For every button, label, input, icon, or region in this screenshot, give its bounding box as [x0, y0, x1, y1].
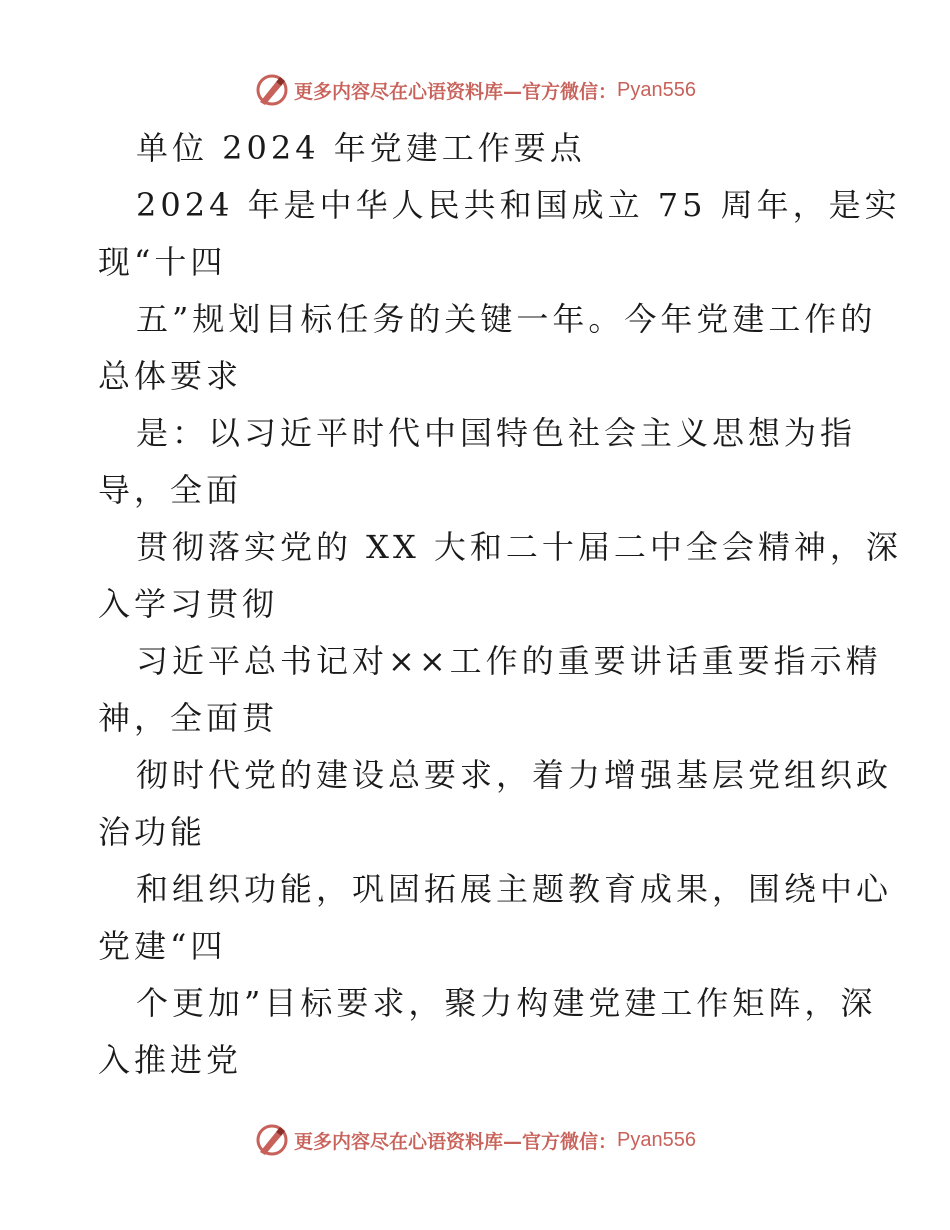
paragraph-line: 党建“四: [98, 927, 227, 965]
paragraph-line: 治功能: [98, 813, 207, 851]
watermark-handle: Pyan556: [617, 1128, 696, 1151]
paragraph-line: 五”规划目标任务的关键一年。今年党建工作的: [136, 300, 877, 338]
footer-watermark: [0, 1120, 950, 1160]
paragraph-line: 彻时代党的建设总要求，着力增强基层党组织政: [136, 756, 893, 794]
document-title: 单位 2024 年党建工作要点: [136, 129, 586, 167]
paragraph-line: 个更加”目标要求，聚力构建党建工作矩阵，深: [136, 984, 877, 1022]
watermark-text: 更多内容尽在心语资料库—官方微信：: [294, 1130, 618, 1153]
paragraph-line: 现“十四: [98, 243, 227, 281]
paragraph-line: 入推进党: [98, 1041, 243, 1079]
pen-seal-icon: [254, 1122, 290, 1158]
paragraph-line: 2024 年是中华人民共和国成立 75 周年，是实: [136, 186, 901, 224]
paragraph-line: 是：以习近平时代中国特色社会主义思想为指: [136, 414, 857, 452]
paragraph-line: 总体要求: [98, 357, 243, 395]
paragraph-line: 贯彻落实党的 XX 大和二十届二中全会精神，深: [136, 528, 902, 566]
paragraph-line: 习近平总书记对××工作的重要讲话重要指示精: [136, 642, 882, 680]
watermark-handle: Pyan556: [617, 78, 696, 101]
paragraph-line: 入学习贯彻: [98, 585, 279, 623]
paragraph-line: 和组织功能，巩固拓展主题教育成果，围绕中心: [136, 870, 893, 908]
paragraph-line: 神，全面贯: [98, 699, 279, 737]
pen-seal-icon: [254, 72, 290, 108]
watermark-text: 更多内容尽在心语资料库—官方微信：: [294, 80, 618, 103]
paragraph-line: 导，全面: [98, 471, 243, 509]
header-watermark: [0, 70, 950, 110]
